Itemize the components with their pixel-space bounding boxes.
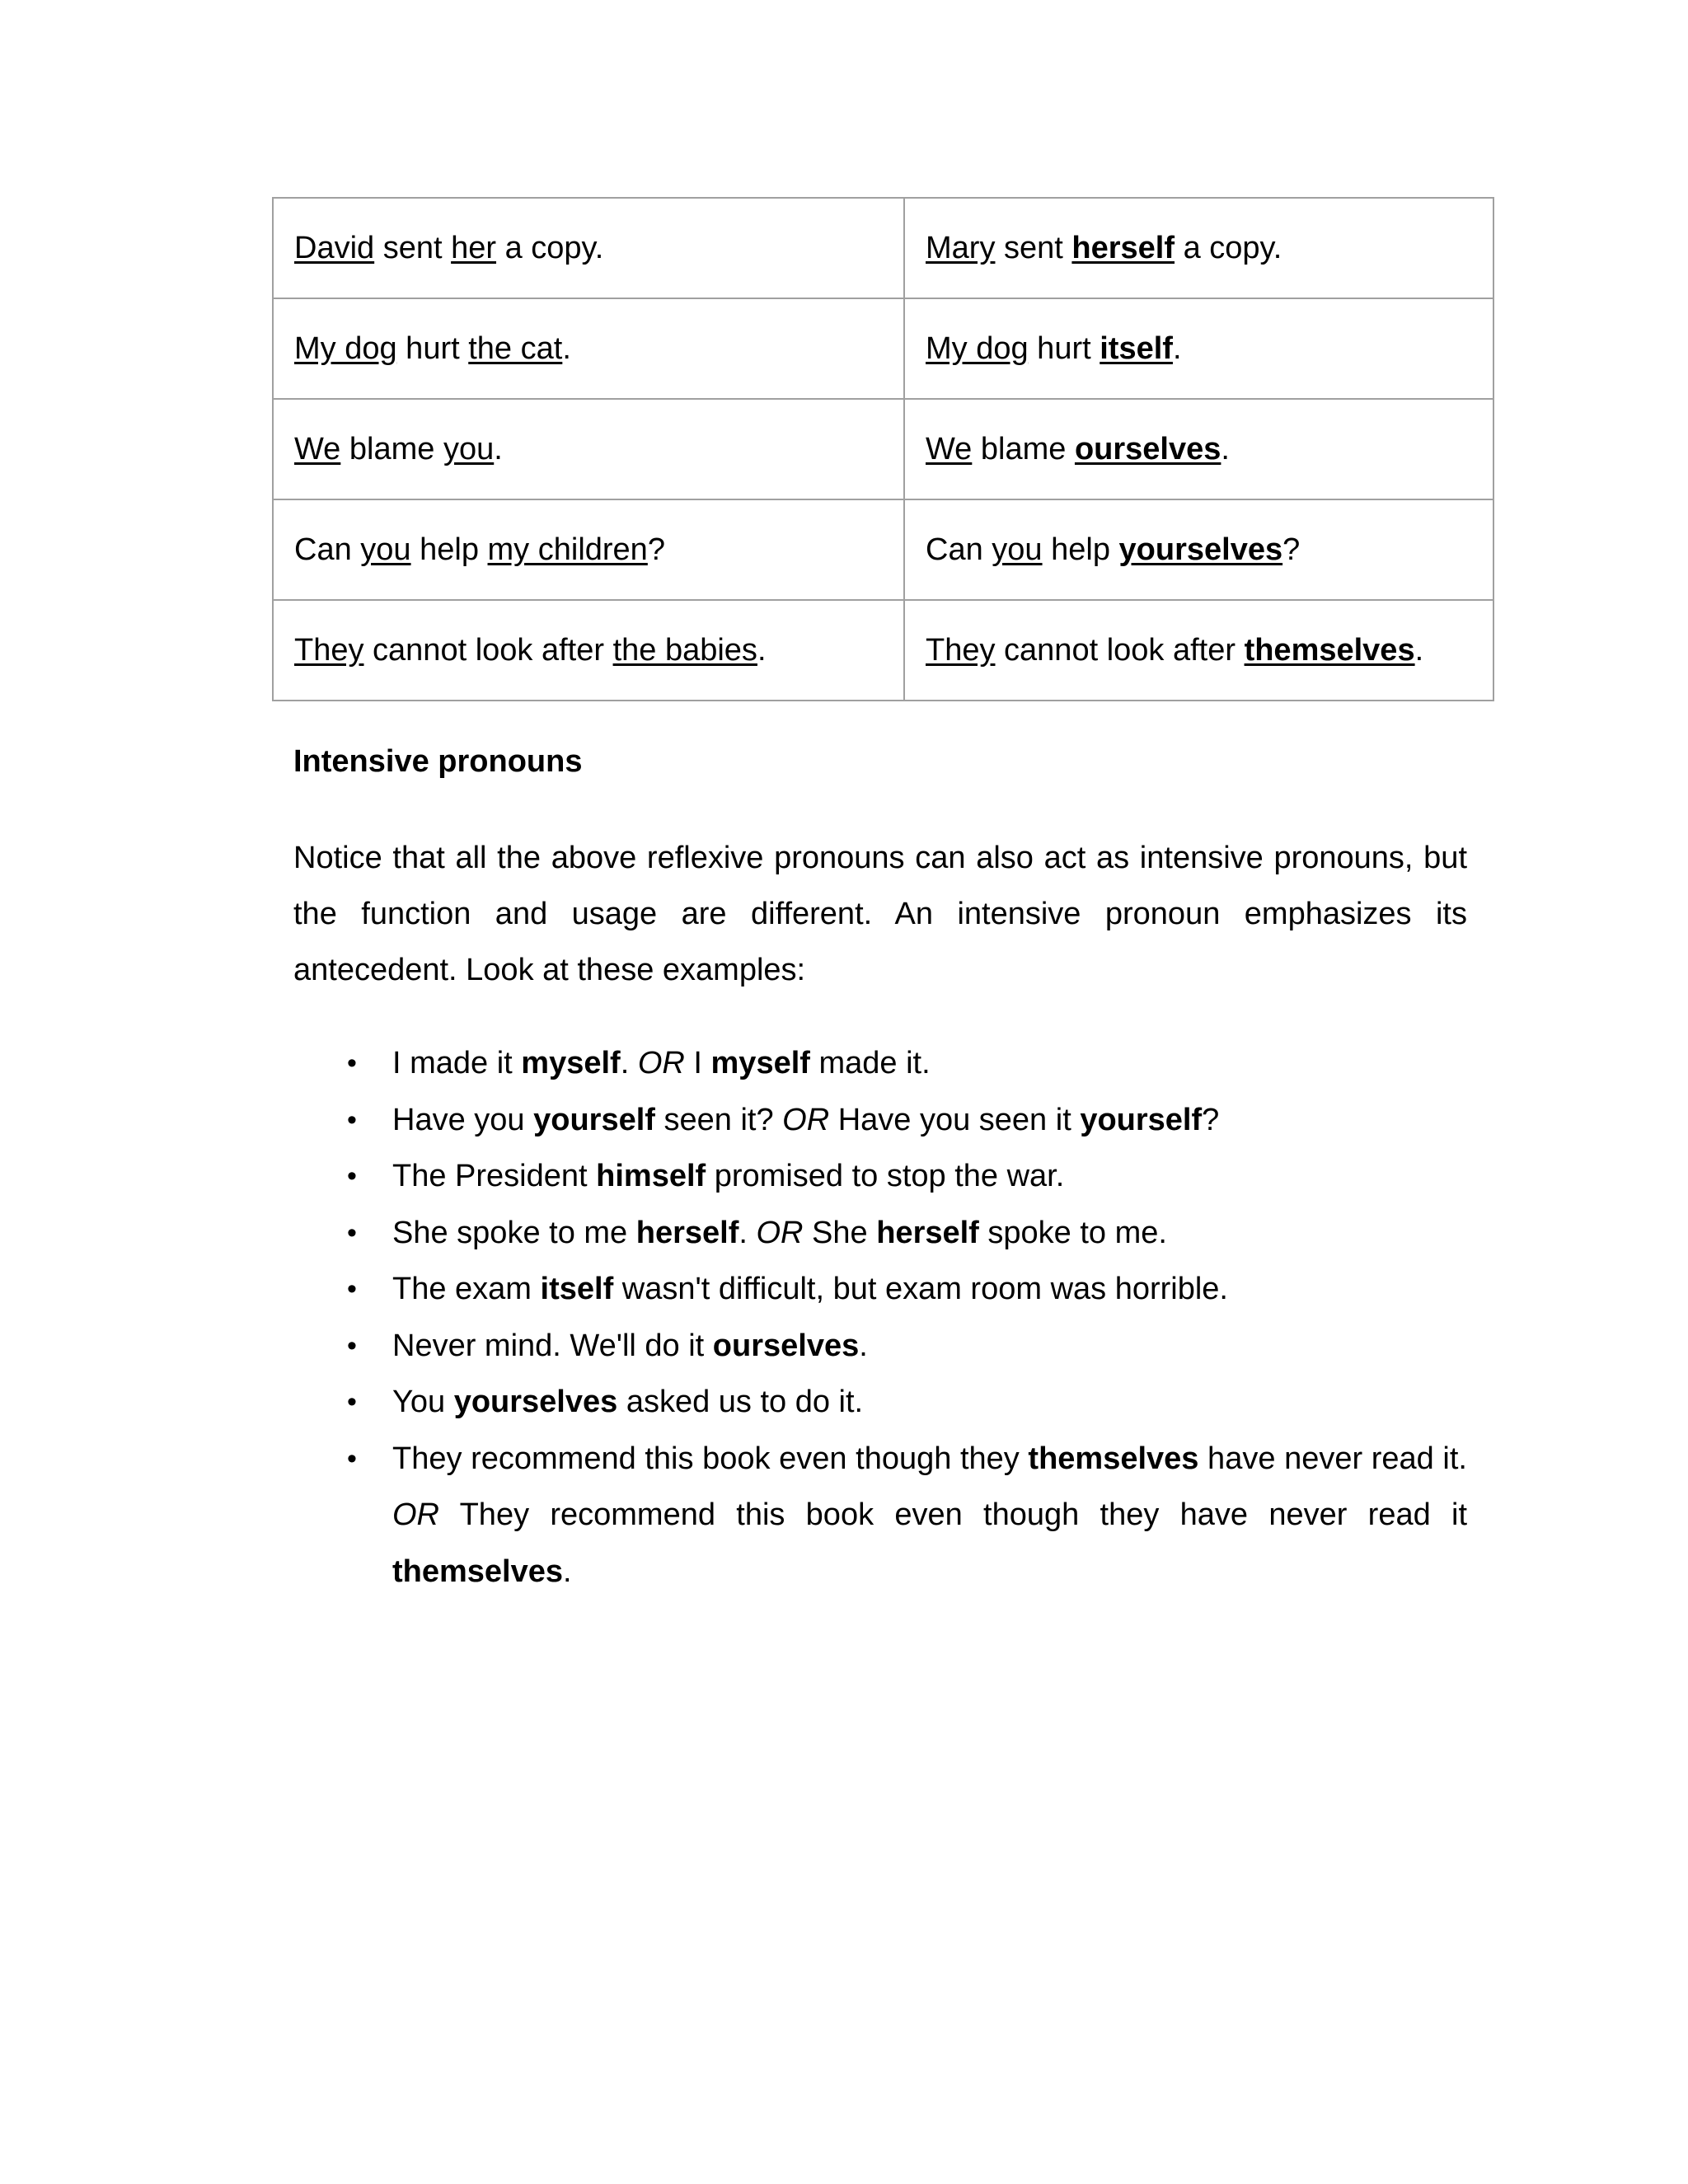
text-run: . (757, 633, 767, 668)
text-run: I (684, 1046, 711, 1080)
table-row (273, 198, 1493, 298)
emphasized-pronoun: yourselves (1118, 532, 1283, 567)
text-run: made it. (809, 1046, 931, 1080)
underlined-phrase: We (294, 432, 341, 466)
underlined-phrase: the babies (612, 633, 757, 668)
underlined-phrase: They (294, 633, 364, 668)
text-run: blame (340, 432, 443, 466)
emphasized-pronoun: yourself (533, 1102, 655, 1137)
intro-paragraph: Notice that all the above reflexive pronouns can also act as intensive pronouns, but the function and usage are different. An intensive pronoun emphasizes its antecedent. Look at these examples: (293, 841, 1467, 987)
table-cell-original (273, 600, 904, 701)
text-run: a copy. (1175, 231, 1282, 265)
text-run: . (494, 432, 503, 466)
emphasized-pronoun: myself (710, 1046, 810, 1080)
table-cell-reflexive (904, 298, 1493, 399)
list-item (293, 1431, 1467, 1601)
text-run: . (1172, 331, 1182, 366)
examples-table-body (273, 198, 1493, 701)
text-run: sent (995, 231, 1072, 265)
text-run: She (803, 1215, 877, 1250)
table-cell-reflexive (904, 600, 1493, 701)
text-run: Have you seen it (829, 1102, 1081, 1137)
text-run: You (392, 1385, 454, 1419)
underlined-phrase: my children (487, 532, 648, 567)
emphasized-pronoun: herself (1071, 231, 1175, 265)
underlined-phrase: the cat (468, 331, 563, 366)
text-run: . (859, 1328, 868, 1363)
table-cell-original (273, 298, 904, 399)
text-run: spoke to me. (978, 1215, 1167, 1250)
text-run: help (410, 532, 488, 567)
emphasized-pronoun: ourselves (1074, 432, 1221, 466)
table-cell-original (273, 399, 904, 499)
underlined-phrase: They (926, 633, 996, 668)
text-run: . (563, 1554, 572, 1589)
text-run: ? (647, 532, 665, 567)
text-run: Never mind. We'll do it (392, 1328, 713, 1363)
list-item (293, 1318, 1467, 1375)
text-run: have never read it. (1198, 1441, 1467, 1476)
examples-table (272, 197, 1494, 701)
table-row (273, 298, 1493, 399)
underlined-phrase: My dog (926, 331, 1029, 366)
table-row (273, 499, 1493, 600)
emphasized-pronoun: myself (521, 1046, 621, 1080)
text-run: ? (1282, 532, 1301, 567)
text-run: . (1221, 432, 1230, 466)
bullet-icon: • (347, 1047, 357, 1079)
bullet-icon: • (347, 1216, 357, 1249)
table-row (273, 600, 1493, 701)
text-run: promised to stop the war. (706, 1159, 1065, 1193)
bullet-icon: • (347, 1442, 357, 1474)
text-run: . (1414, 633, 1424, 668)
text-run: hurt (1028, 331, 1100, 366)
text-run: . (620, 1046, 638, 1080)
underlined-phrase: Mary (926, 231, 996, 265)
text-run: cannot look after (995, 633, 1245, 668)
emphasized-pronoun: themselves (1028, 1441, 1199, 1476)
underlined-phrase: David (294, 231, 375, 265)
text-run: The President (392, 1159, 597, 1193)
underlined-phrase: you (992, 532, 1043, 567)
emphasized-pronoun: himself (596, 1159, 706, 1193)
text-run: OR (756, 1215, 804, 1250)
underlined-phrase: her (451, 231, 497, 265)
bullet-icon: • (347, 1104, 357, 1136)
emphasized-pronoun: herself (635, 1215, 739, 1250)
text-run: OR (392, 1497, 439, 1532)
list-item (293, 1148, 1467, 1205)
bullet-icon: • (347, 1386, 357, 1418)
text-run: asked us to do it. (617, 1385, 864, 1419)
table-row (273, 399, 1493, 499)
text-run: blame (972, 432, 1075, 466)
bullet-icon: • (347, 1329, 357, 1361)
text-run: ? (1202, 1102, 1220, 1137)
text-run: cannot look after (363, 633, 613, 668)
underlined-phrase: We (926, 432, 973, 466)
text-run: OR (782, 1102, 830, 1137)
section-heading: Intensive pronouns (293, 744, 583, 779)
emphasized-pronoun: yourself (1080, 1102, 1203, 1137)
text-run: I made it (392, 1046, 522, 1080)
text-run: The exam (392, 1272, 541, 1306)
list-item (293, 1261, 1467, 1318)
text-run: Have you (392, 1102, 534, 1137)
text-run: sent (374, 231, 452, 265)
list-item (293, 1035, 1467, 1092)
table-cell-reflexive (904, 499, 1493, 600)
text-run: a copy. (496, 231, 604, 265)
examples-bullet-list (293, 1035, 1467, 1600)
text-run: help (1042, 532, 1119, 567)
emphasized-pronoun: itself (540, 1272, 614, 1306)
bullet-icon: • (347, 1160, 357, 1192)
text-run: OR (637, 1046, 685, 1080)
underlined-phrase: My dog (294, 331, 397, 366)
emphasized-pronoun: itself (1100, 331, 1173, 366)
emphasized-pronoun: ourselves (712, 1328, 860, 1363)
text-run: . (738, 1215, 757, 1250)
list-item (293, 1374, 1467, 1431)
emphasized-pronoun: yourselves (453, 1385, 618, 1419)
text-run: seen it? (654, 1102, 783, 1137)
text-run: . (562, 331, 571, 366)
text-run: Can (926, 532, 992, 567)
table-cell-original (273, 499, 904, 600)
table-cell-reflexive (904, 198, 1493, 298)
emphasized-pronoun: themselves (392, 1554, 564, 1589)
text-run: They recommend this book even though they (392, 1441, 1029, 1476)
text-run: hurt (396, 331, 469, 366)
text-run: She spoke to me (392, 1215, 636, 1250)
table-cell-reflexive (904, 399, 1493, 499)
emphasized-pronoun: themselves (1244, 633, 1415, 668)
emphasized-pronoun: herself (876, 1215, 979, 1250)
text-run: Can (294, 532, 361, 567)
list-item (293, 1092, 1467, 1149)
underlined-phrase: you (360, 532, 411, 567)
underlined-phrase: you (443, 432, 495, 466)
table-cell-original (273, 198, 904, 298)
text-run: They recommend this book even though they have never read it (439, 1497, 1467, 1532)
list-item (293, 1205, 1467, 1262)
text-run: wasn't difficult, but exam room was horrible. (613, 1272, 1228, 1306)
bullet-icon: • (347, 1273, 357, 1305)
